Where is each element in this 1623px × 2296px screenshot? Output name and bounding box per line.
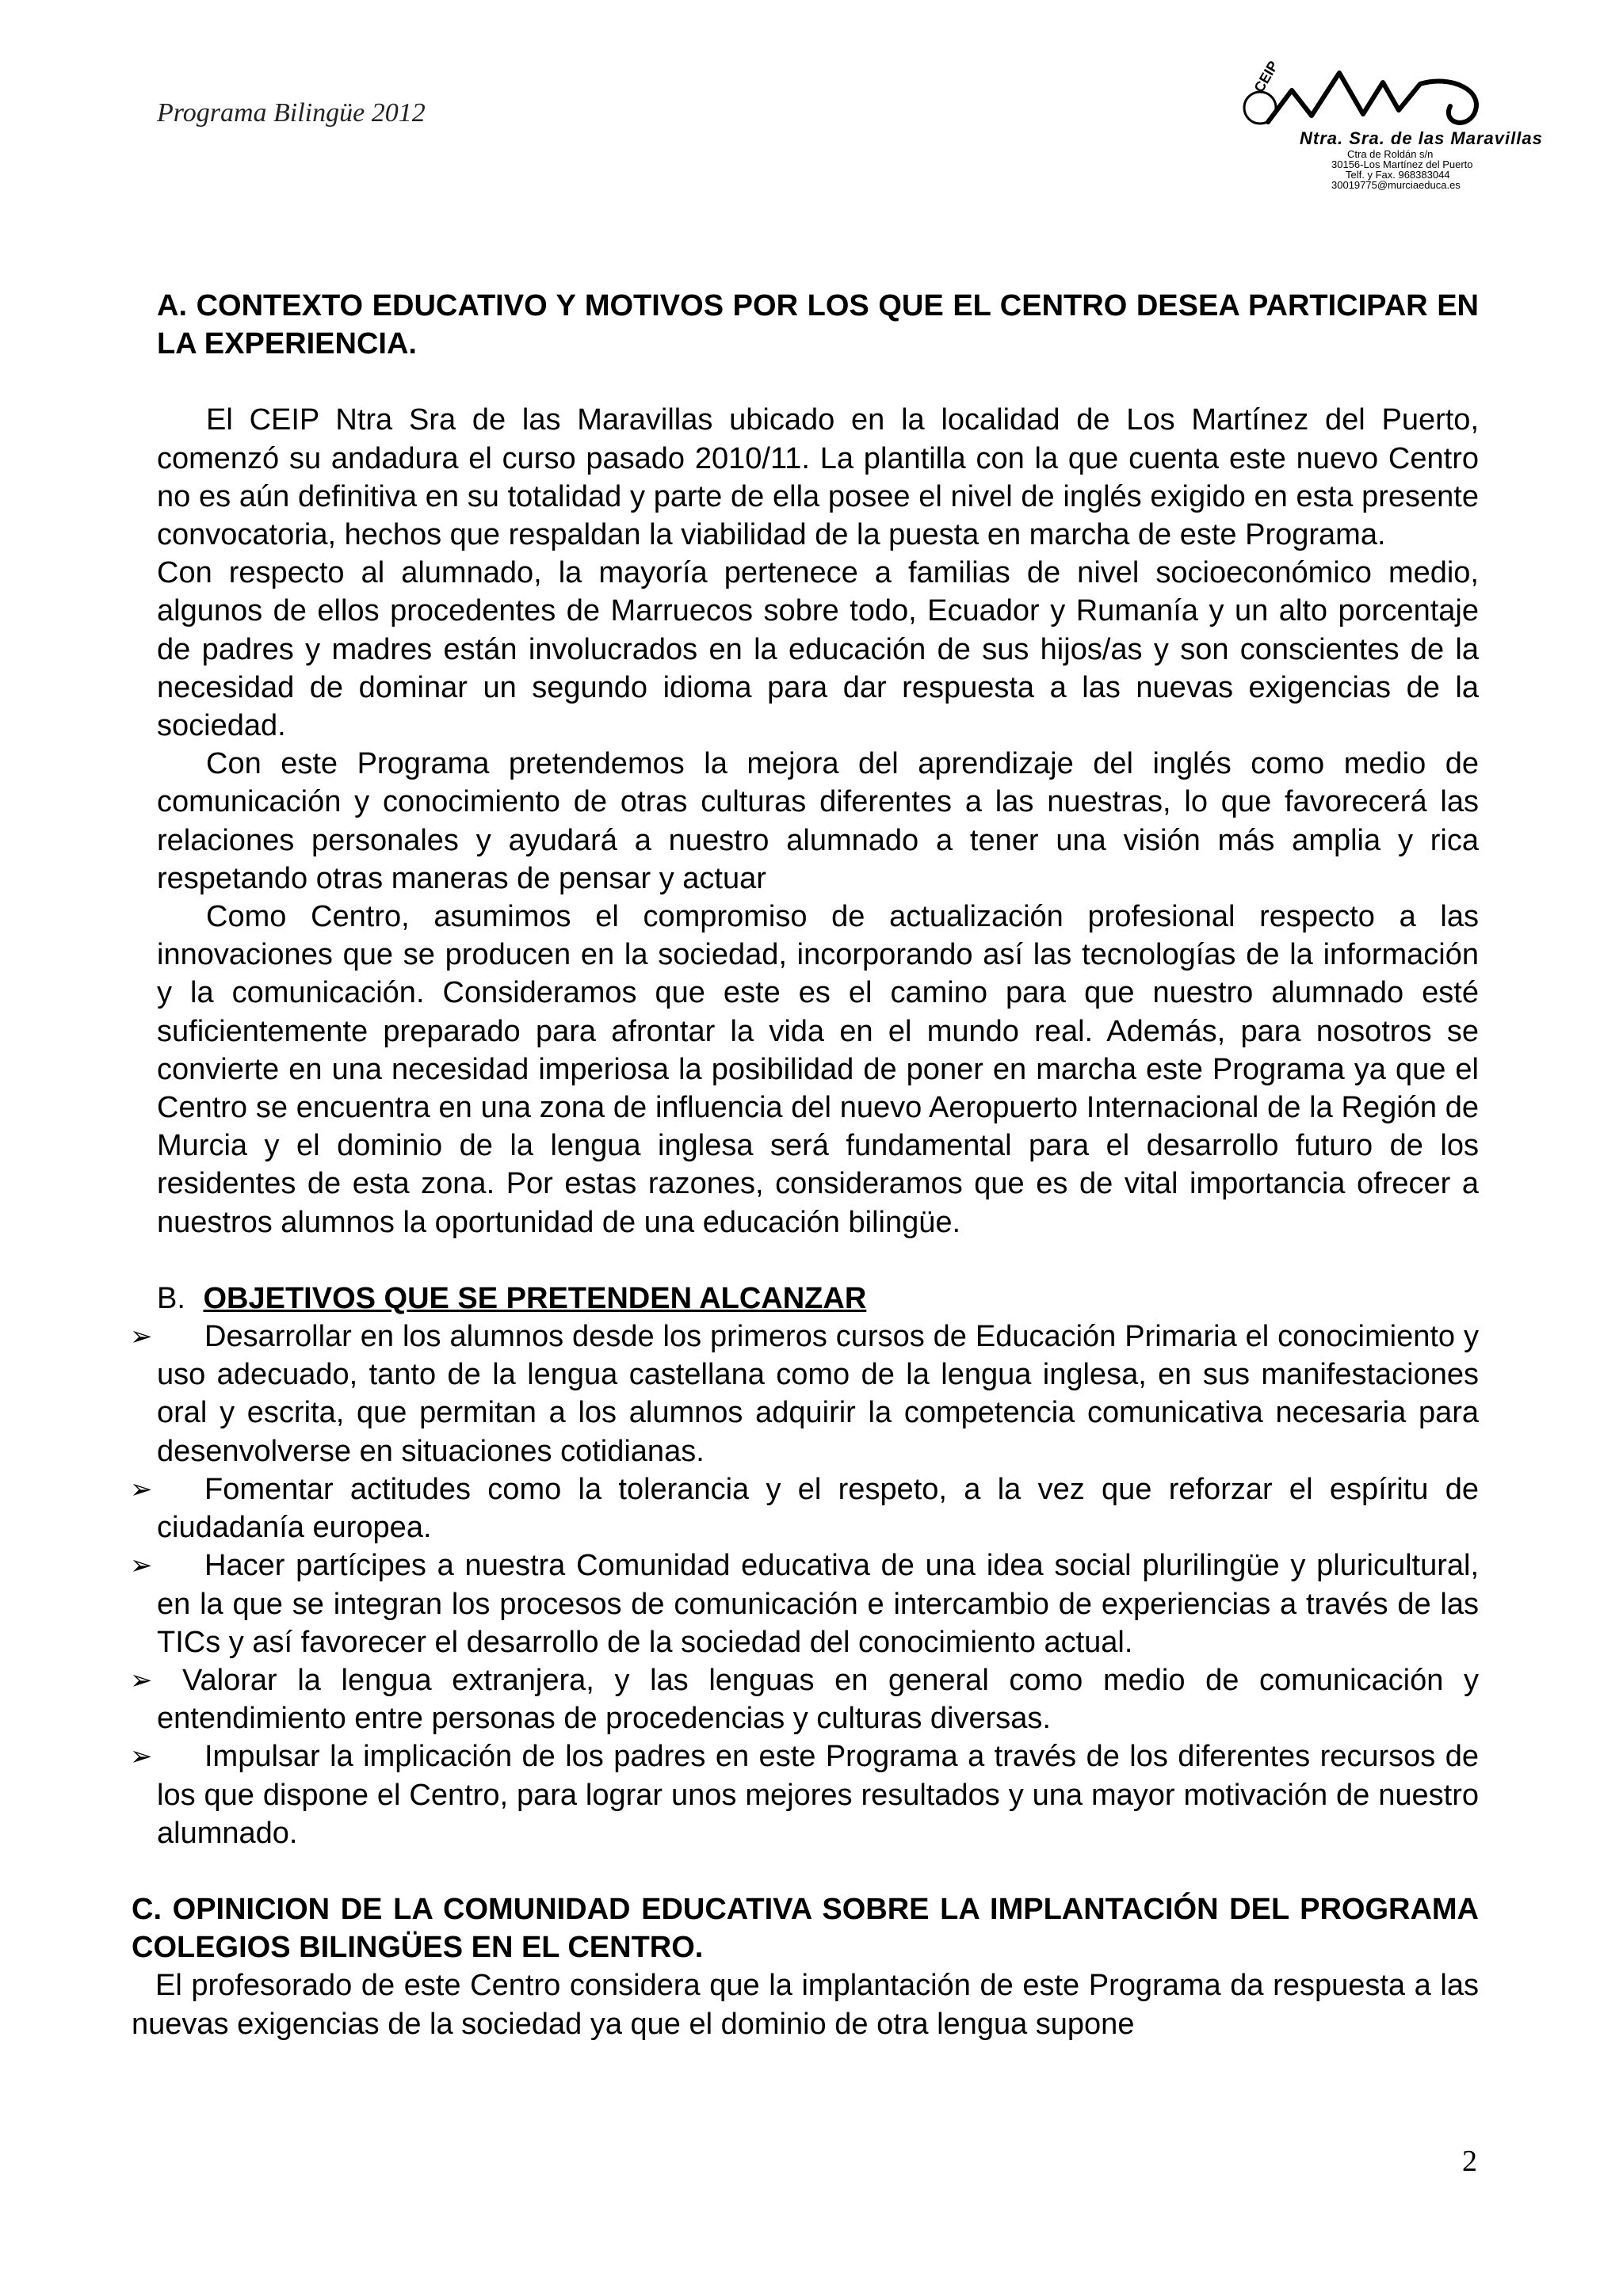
section-c [132,1890,1479,2043]
running-header-title: Programa Bilingüe 2012 [157,98,426,128]
page-number: 2 [1462,2145,1477,2178]
objectives-list [130,1318,1479,1852]
list-item [130,1318,1479,1470]
list-item [130,1737,1479,1852]
arrow-bullet-icon: ➢ [130,1664,153,1696]
section-b-label: B. [157,1281,185,1315]
school-logo [1212,58,1543,191]
list-item-text: Impulsar la implicación de los padres en este Programa a través de los diferentes recursos de los que dispone el Centro, para lograr unos mejores resultados y una mayor motivación de nuestro alumnado. [157,1740,1479,1850]
list-item [130,1661,1479,1737]
logo-ceip-text: CEIP [1251,58,1281,95]
section-b-heading [157,1280,1479,1318]
section-a-heading: A. CONTEXTO EDUCATIVO Y MOTIVOS POR LOS QUE EL CENTRO DESEA PARTICIPAR EN LA EXPERIENCIA. [157,289,1479,361]
section-b-title: OBJETIVOS QUE SE PRETENDEN ALCANZAR [203,1281,867,1315]
section-c-heading: C. OPINICION DE LA COMUNIDAD EDUCATIVA SOBRE LA IMPLANTACIÓN DEL PROGRAMA COLEGIOS BILINGÜES EN EL CENTRO. [132,1892,1479,1965]
list-item-text: Desarrollar en los alumnos desde los primeros cursos de Educación Primaria el conocimiento y uso adecuado, tanto de la lengua castellana como de la lengua inglesa, en sus manifestaciones oral y escrita, que permitan a los alumnos adquirir la competencia comunicativa necesaria para desenvolverse en situaciones cotidianas. [157,1320,1479,1468]
logo-address-line: Ctra de Roldán s/n [1347,148,1434,160]
document-body [130,287,1479,2043]
section-a-paragraph: Con respecto al alumnado, la mayoría pertenece a familias de nivel socioeconómico medio, algunos de ellos procedentes de Marruecos sobre todo, Ecuador y Rumanía y un alto porcentaje de padres y madres están involucrados en la educación de sus hijos/as y son conscientes de la necesidad de dominar un segundo idioma para dar respuesta a las nuevas exigencias de la sociedad. [157,556,1479,743]
arrow-bullet-icon: ➢ [130,1473,153,1505]
arrow-bullet-icon: ➢ [130,1550,153,1582]
arrow-bullet-icon: ➢ [130,1321,153,1353]
list-item [130,1470,1479,1547]
section-a-paragraph: Con este Programa pretendemos la mejora del aprendizaje del inglés como medio de comunicación y conocimiento de otras culturas diferentes a las nuestras, lo que favorecerá las relaciones personales y ayudará a nuestro alumnado a tener una visión más amplia y rica respetando otras maneras de pensar y actuar [157,747,1479,895]
logo-phone-line: Telf. y Fax. 968383044 [1346,169,1450,181]
list-item [130,1547,1479,1661]
section-c-paragraph: El profesorado de este Centro considera que la implantación de este Programa da respuesta a las nuevas exigencias de la sociedad ya que el dominio de otra lengua supone [132,1969,1479,2041]
section-a-paragraph: El CEIP Ntra Sra de las Maravillas ubicado en la localidad de Los Martínez del Puerto, comenzó su andadura el curso pasado 2010/11. La plantilla con la que cuenta este nuevo Centro no es aún definitiva en su totalidad y parte de ella posee el nivel de inglés exigido en esta presente convocatoria, hechos que respaldan la viabilidad de la puesta en marcha de este Programa. [157,403,1479,552]
list-item-text: Fomentar actitudes como la tolerancia y el respeto, a la vez que reforzar el espíritu de ciudadanía europea. [157,1472,1479,1545]
section-a-paragraph: Como Centro, asumimos el compromiso de actualización profesional respecto a las innovaciones que se producen en la sociedad, incorporando así las tecnologías de la información y la comunicación. Consideramos que este es el camino para que nuestro alumnado esté suficientemente preparado para afrontar la vida en el mundo real. Además, para nosotros se convierte en una necesidad imperiosa la posibilidad de poner en marcha este Programa ya que el Centro se encuentra en una zona de influencia del nuevo Aeropuerto Internacional de la Región de Murcia y el dominio de la lengua inglesa será fundamental para el desarrollo futuro de los residentes de esta zona. Por estas razones, consideramos que es de vital importancia ofrecer a nuestros alumnos la oportunidad de una educación bilingüe. [157,900,1479,1239]
list-item-text: Hacer partícipes a nuestra Comunidad educativa de una idea social plurilingüe y pluricultural, en la que se integran los procesos de comunicación e intercambio de experiencias a través de las TICs y así favorecer el desarrollo de la sociedad del conocimiento actual. [157,1549,1479,1659]
logo-school-name: Ntra. Sra. de las Maravillas [1300,128,1543,148]
list-item-text: Valorar la lengua extranjera, y las lenguas en general como medio de comunicación y entendimiento entre personas de procedencias y culturas diversas. [157,1663,1479,1736]
logo-email-line: 30019775@murciaeduca.es [1331,179,1461,191]
logo-address-line: 30156-Los Martínez del Puerto [1331,158,1473,170]
arrow-bullet-icon: ➢ [130,1741,153,1773]
